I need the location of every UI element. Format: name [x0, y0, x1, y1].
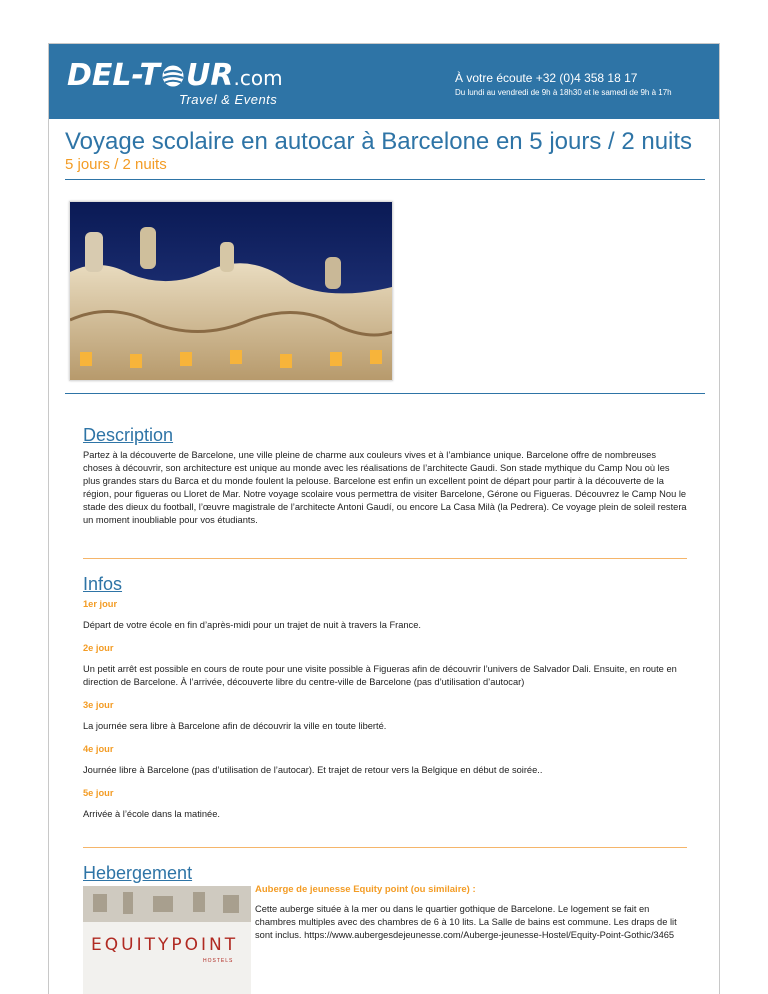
hostel-sign-small: HOSTELS	[203, 958, 234, 964]
divider	[83, 847, 687, 848]
page-subtitle: 5 jours / 2 nuits	[65, 156, 167, 173]
hostel-sign: EQUITYPOINT	[91, 935, 239, 955]
infos-heading: Infos	[83, 574, 123, 594]
divider	[83, 558, 687, 559]
divider	[65, 179, 705, 180]
contact-hours: Du lundi au vendredi de 9h à 18h30 et le samedi de 9h à 17h	[455, 88, 672, 97]
description-section	[83, 424, 687, 527]
logo-tagline: Travel & Events	[179, 92, 278, 107]
title-block	[65, 128, 705, 173]
hebergement-heading: Hebergement	[83, 863, 193, 883]
brochure-page	[48, 43, 720, 994]
hostel-details	[255, 883, 685, 942]
hostel-photo	[83, 886, 251, 994]
hostel-name: Auberge de jeunesse Equity point (ou similaire) :	[255, 884, 476, 895]
day-text: Départ de votre école en fin d’après-midi pour un trajet de nuit à travers la France.	[83, 620, 421, 630]
header-banner	[49, 44, 719, 119]
day-label: 5e jour	[83, 788, 114, 798]
infos-section	[83, 573, 687, 821]
day-label: 2e jour	[83, 643, 114, 653]
logo-wordmark: DEL-T UR.com	[67, 58, 283, 93]
hebergement-section	[83, 862, 687, 884]
contact-phone: À votre écoute +32 (0)4 358 18 17	[455, 71, 638, 85]
day-text: La journée sera libre à Barcelone afin de découvrir la ville en toute liberté.	[83, 721, 387, 731]
day-text: Un petit arrêt est possible en cours de route pour une visite possible à Figueras afin de découvrir l’univers de Salvador Dali. Ensuite, en route en direction de Barcelone. À l’arrivée, découverte libre du centre-ville de Barcelone (pas d’utilisation d’autocar)	[83, 664, 677, 687]
logo[interactable]	[67, 58, 283, 107]
page-title: Voyage scolaire en autocar à Barcelone en 5 jours / 2 nuits	[65, 128, 693, 155]
day-text: Arrivée à l’école dans la matinée.	[83, 809, 220, 819]
description-text: Partez à la découverte de Barcelone, une ville pleine de charme aux couleurs vives et à l’ambiance unique. Barcelone offre de nombreuses choses à découvrir, son architecture est unique au monde avec les réalisations de l’architecte Gaudi. Son stade mythique du Camp Nou où les plus grandes stars du Barca et du monde foulent la pelouse. Barcelone est enfin un excellent point de départ pour partir à la découverte de la région, pour figueras ou Lloret de Mar. Notre voyage scolaire vous permettra de visiter Barcelone, Gérone ou Figueras. Découvrez le Camp Nou le stade des dieux du football, l’œuvre magistrale de l’architecte Antoni Gaudí, ou encore La Casa Milà (la Pedrera). Ce voyage plein de soleil restera un moment inoubliable pour vos étudiants.	[83, 450, 687, 525]
barcelona-photo	[69, 201, 393, 381]
divider	[65, 393, 705, 394]
day-label: 3e jour	[83, 700, 114, 710]
description-heading: Description	[83, 425, 174, 445]
day-label: 1er jour	[83, 599, 118, 609]
casa-mila-image	[70, 202, 392, 380]
day-text: Journée libre à Barcelone (pas d’utilisation de l’autocar). Et trajet de retour vers la Belgique en début de soirée..	[83, 765, 543, 775]
hostel-description: Cette auberge située à la mer ou dans le quartier gothique de Barcelone. Le logement se fait en chambres multiples avec des chambres de 6 à 10 lits. La Salle de bains est commune. Les draps de lit sont inclus. https://www.aubergesdejeunesse.com/Auberge-jeunesse-Hostel/Equity-Point-Gothic/3465	[255, 904, 677, 940]
day-label: 4e jour	[83, 744, 114, 754]
contact-info	[455, 71, 672, 99]
globe-icon	[161, 64, 185, 88]
